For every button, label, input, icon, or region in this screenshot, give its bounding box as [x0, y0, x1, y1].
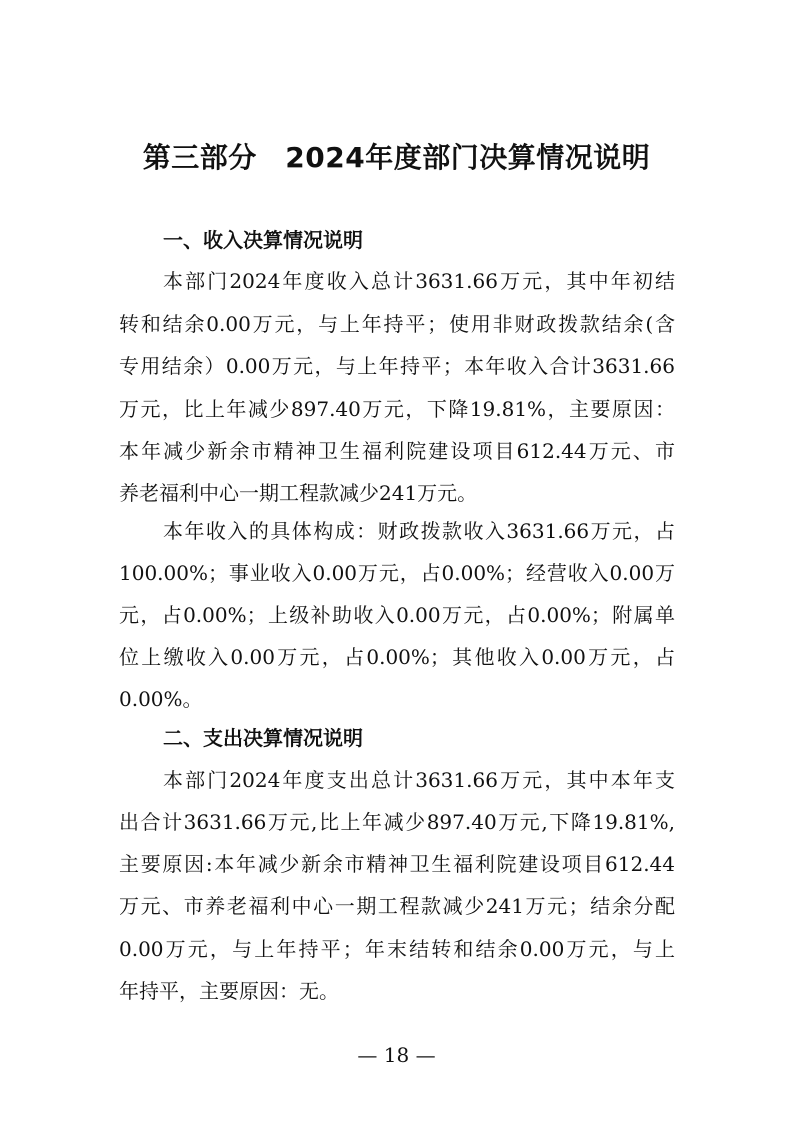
text-line: 出合计3631.66万元,比上年减少897.40万元,下降19.81%,	[119, 810, 675, 834]
text-line: 转和结余0.00万元，与上年持平；使用非财政拨款结余(含	[119, 312, 675, 336]
page-title: 第三部分 2024年度部门决算情况说明	[142, 141, 651, 174]
text-line: 0.00%。	[119, 687, 203, 711]
text-line: 100.00%；事业收入0.00万元，占0.00%；经营收入0.00万	[119, 561, 675, 585]
text-line: 元，占0.00%；上级补助收入0.00万元，占0.00%；附属单	[119, 603, 675, 627]
section-heading: 一、收入决算情况说明	[163, 228, 363, 252]
text-line: 本部门2024年度收入总计3631.66万元，其中年初结	[163, 269, 675, 293]
text-line: 本年收入的具体构成：财政拨款收入3631.66万元，占	[163, 519, 675, 543]
text-line: 万元、市养老福利中心一期工程款减少241万元；结余分配	[119, 894, 675, 918]
text-line: 专用结余）0.00万元，与上年持平；本年收入合计3631.66	[119, 354, 675, 378]
text-line: 主要原因:本年减少新余市精神卫生福利院建设项目612.44	[119, 852, 675, 876]
text-line: 本部门2024年度支出总计3631.66万元，其中本年支	[163, 768, 675, 792]
page-number: — 18 —	[357, 1043, 436, 1067]
text-line: 年持平，主要原因：无。	[119, 979, 339, 1003]
text-line: 本年减少新余市精神卫生福利院建设项目612.44万元、市	[119, 439, 675, 463]
text-line: 0.00万元，与上年持平；年末结转和结余0.00万元，与上	[119, 937, 675, 961]
text-line: 万元，比上年减少897.40万元，下降19.81%，主要原因：	[119, 397, 675, 421]
text-line: 位上缴收入0.00万元，占0.00%；其他收入0.00万元，占	[119, 645, 675, 669]
section-heading: 二、支出决算情况说明	[163, 726, 363, 750]
text-line: 养老福利中心一期工程款减少241万元。	[119, 481, 478, 505]
